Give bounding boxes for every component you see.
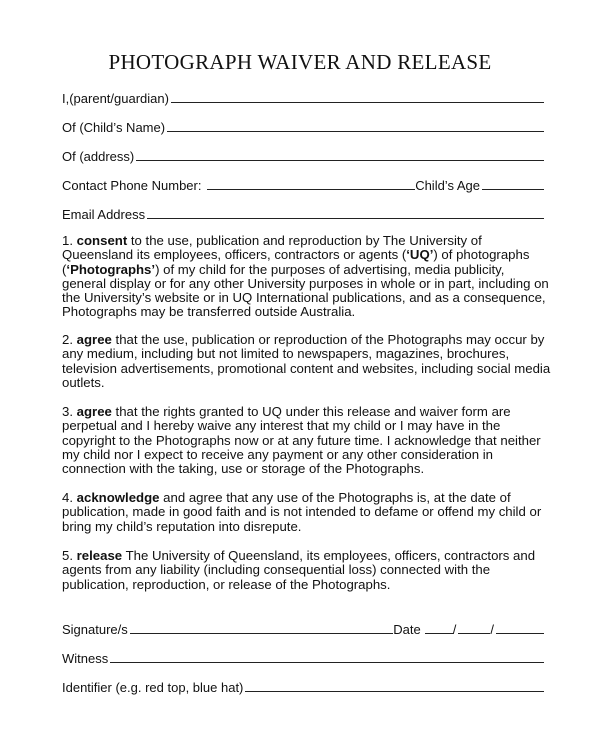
clause-number: 5. bbox=[62, 548, 73, 563]
parent-guardian-line[interactable] bbox=[171, 102, 544, 103]
clause-text: The University of Queensland, its employees, officers, contractors and agents from any liability (including consequential loss) connected with the publication, reproduction, or release of the Photographs. bbox=[62, 548, 536, 592]
identifier-line[interactable] bbox=[245, 691, 544, 692]
form-title: PHOTOGRAPH WAIVER AND RELEASE bbox=[108, 50, 492, 74]
witness-field bbox=[62, 648, 544, 666]
date-label: Date bbox=[393, 622, 421, 637]
date-month-line[interactable] bbox=[458, 633, 490, 634]
child-age-line[interactable] bbox=[482, 189, 544, 190]
signature-date-field bbox=[62, 619, 544, 637]
child-name-label: Of (Child’s Name) bbox=[62, 120, 166, 135]
phone-line[interactable] bbox=[207, 189, 415, 190]
clause-text: ) of my child for the purposes of advertising, media publicity, general display or for any other University purposes in whole or in part, including on the University’s website or in UQ International publications, and as a consequence, Photographs may be transferred outside Australia. bbox=[62, 261, 549, 320]
clause-1 bbox=[62, 234, 552, 320]
signature-line[interactable] bbox=[130, 633, 394, 634]
clause-number: 2. bbox=[62, 332, 73, 347]
identifier-field bbox=[62, 677, 544, 695]
clause-keyword: consent bbox=[76, 233, 128, 248]
witness-label: Witness bbox=[62, 651, 109, 666]
email-field bbox=[62, 204, 544, 222]
date-separator: / bbox=[490, 622, 494, 637]
clause-5 bbox=[62, 549, 552, 592]
date-day-line[interactable] bbox=[425, 633, 453, 634]
date-year-line[interactable] bbox=[496, 633, 544, 634]
clause-number: 1. bbox=[62, 233, 73, 248]
identifier-label: Identifier (e.g. red top, blue hat) bbox=[62, 680, 244, 695]
child-age-label: Child’s Age bbox=[415, 178, 480, 193]
parent-guardian-field bbox=[62, 88, 544, 106]
phone-age-field bbox=[62, 175, 544, 193]
clause-keyword: agree bbox=[76, 332, 112, 347]
child-name-field bbox=[62, 117, 544, 135]
clause-number: 4. bbox=[62, 490, 73, 505]
parent-guardian-label: I,(parent/guardian) bbox=[62, 91, 169, 106]
clause-3 bbox=[62, 405, 552, 476]
signature-label: Signature/s bbox=[62, 622, 128, 637]
clause-text: that the rights granted to UQ under this release and waiver form are perpetual and I hereby waive any interest that my child or I may have in the copyright to the Photographs now or at any future time. I acknowledge that neither my child nor I expect to receive any payment or any other consideration in connection with the taking, use or storage of the Photographs. bbox=[62, 404, 541, 477]
clause-text: that the use, publication or reproduction of the Photographs may occur by any medium, including but not limited to newspapers, magazines, brochures, television advertisements, promotional content and websites, including social media outlets. bbox=[62, 332, 551, 390]
photographs-term: ‘Photographs’ bbox=[66, 261, 156, 277]
date-separator: / bbox=[452, 622, 457, 637]
address-label: Of (address) bbox=[62, 149, 135, 164]
clause-keyword: release bbox=[76, 548, 123, 563]
clause-2 bbox=[62, 333, 552, 390]
clause-text: ) of photographs ( bbox=[62, 247, 530, 277]
clause-text: and agree that any use of the Photographs is, at the date of publication, made in good faith and is not intended to defame or offend my child or bring my child’s reputation into disrepute. bbox=[62, 490, 542, 534]
address-field bbox=[62, 146, 544, 164]
clause-keyword: acknowledge bbox=[76, 490, 160, 505]
email-line[interactable] bbox=[147, 218, 544, 219]
clause-text: to the use, publication and reproduction by The University of Queensland its employees, officers, contractors or agents ( bbox=[62, 233, 482, 263]
clause-keyword: agree bbox=[76, 404, 112, 419]
uq-term: ‘UQ’ bbox=[406, 247, 434, 263]
clause-4 bbox=[62, 491, 552, 534]
phone-label: Contact Phone Number: bbox=[62, 178, 202, 193]
email-label: Email Address bbox=[62, 207, 146, 222]
witness-line[interactable] bbox=[110, 662, 544, 663]
address-line[interactable] bbox=[136, 160, 544, 161]
child-name-line[interactable] bbox=[167, 131, 544, 132]
clause-number: 3. bbox=[62, 404, 73, 419]
